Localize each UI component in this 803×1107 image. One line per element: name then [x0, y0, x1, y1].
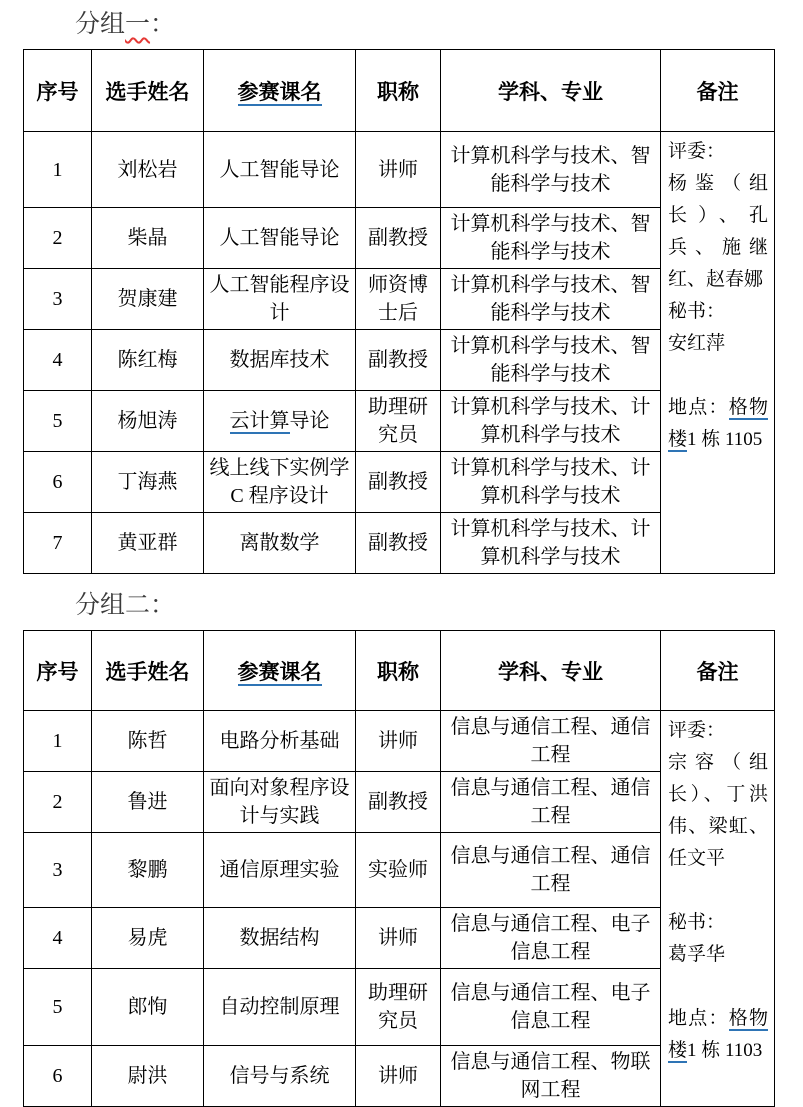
course-name-cell: 人工智能程序设计: [204, 269, 356, 330]
remark-text: 地点：: [668, 1008, 729, 1029]
remark-paragraph: [668, 136, 768, 168]
contestant-name-cell: 陈红梅: [92, 330, 204, 391]
document-page: [23, 10, 774, 1107]
remark-paragraph: [668, 328, 768, 360]
job-title-cell: 副教授: [356, 330, 441, 391]
remark-text: 秘书：: [668, 301, 726, 322]
group-table-2: [23, 630, 775, 1107]
subject-major-cell: 计算机科学与技术、智能科学与技术: [441, 330, 661, 391]
heading-marked-word: 一: [125, 11, 151, 38]
subject-major-cell: 信息与通信工程、通信工程: [441, 772, 661, 833]
contestant-name-cell: 贺康建: [92, 269, 204, 330]
course-name-cell: 线上线下实例学C 程序设计: [204, 452, 356, 513]
table-row: [24, 711, 775, 772]
subject-major-cell: 信息与通信工程、物联网工程: [441, 1046, 661, 1107]
job-title-cell: 助理研究员: [356, 969, 441, 1046]
subject-major-cell: 信息与通信工程、电子信息工程: [441, 969, 661, 1046]
heading-colon: ：: [150, 592, 176, 619]
row-number-cell: 7: [24, 513, 92, 574]
course-name-cell: 人工智能导论: [204, 132, 356, 208]
row-number-cell: 2: [24, 208, 92, 269]
contestant-name-cell: 丁海燕: [92, 452, 204, 513]
subject-major-cell: 计算机科学与技术、计算机科学与技术: [441, 391, 661, 452]
job-title-cell: 助理研究员: [356, 391, 441, 452]
contestant-name-cell: 杨旭涛: [92, 391, 204, 452]
remark-text: 1 栋 1103: [687, 1040, 763, 1061]
remark-paragraph: [668, 715, 768, 747]
header-course-name: [204, 631, 356, 711]
remark-text: 评委：: [668, 141, 726, 162]
course-name-cell: 信号与系统: [204, 1046, 356, 1107]
remark-paragraph: [668, 939, 768, 971]
job-title-cell: 讲师: [356, 908, 441, 969]
row-number-cell: 2: [24, 772, 92, 833]
contestant-name-cell: 郎恂: [92, 969, 204, 1046]
remark-paragraph: [668, 168, 768, 296]
remark-text: 葛孚华: [668, 944, 726, 965]
subject-major-cell: 计算机科学与技术、计算机科学与技术: [441, 452, 661, 513]
table-header-row: [24, 50, 775, 132]
subject-major-cell: 信息与通信工程、通信工程: [441, 711, 661, 772]
job-title-cell: 副教授: [356, 208, 441, 269]
subject-major-cell: 计算机科学与技术、智能科学与技术: [441, 132, 661, 208]
header-subject-major: 学科、专业: [441, 631, 661, 711]
remark-paragraph: [668, 1003, 768, 1067]
remark-paragraph: [668, 296, 768, 328]
row-number-cell: 4: [24, 330, 92, 391]
row-number-cell: 5: [24, 969, 92, 1046]
course-name-cell: 通信原理实验: [204, 833, 356, 908]
header-job-title: 职称: [356, 50, 441, 132]
remark-paragraph: [668, 747, 768, 875]
subject-major-cell: 计算机科学与技术、计算机科学与技术: [441, 513, 661, 574]
table-row: [24, 132, 775, 208]
group-heading-1: [75, 10, 774, 40]
remarks-cell: [661, 711, 775, 1107]
course-name-cell: 人工智能导论: [204, 208, 356, 269]
remark-text: 地点：: [668, 397, 729, 418]
course-name-cell: 数据结构: [204, 908, 356, 969]
contestant-name-cell: 黎鹏: [92, 833, 204, 908]
row-number-cell: 3: [24, 833, 92, 908]
course-name-cell: 离散数学: [204, 513, 356, 574]
job-title-cell: 实验师: [356, 833, 441, 908]
contestant-name-cell: 陈哲: [92, 711, 204, 772]
remark-paragraph: [668, 360, 768, 392]
remark-text: 1 栋 1105: [687, 429, 763, 450]
remark-paragraph: [668, 392, 768, 456]
subject-major-cell: 计算机科学与技术、智能科学与技术: [441, 208, 661, 269]
header-contestant-name: 选手姓名: [92, 50, 204, 132]
remark-paragraph: [668, 907, 768, 939]
group-table-1: [23, 49, 775, 574]
heading-prefix: 分组: [75, 592, 126, 619]
table-header-row: [24, 631, 775, 711]
job-title-cell: 师资博士后: [356, 269, 441, 330]
row-number-cell: 6: [24, 452, 92, 513]
heading-prefix: 分组: [75, 11, 126, 38]
subject-major-cell: 计算机科学与技术、智能科学与技术: [441, 269, 661, 330]
course-name-cell: 自动控制原理: [204, 969, 356, 1046]
row-number-cell: 6: [24, 1046, 92, 1107]
course-name-cell: 面向对象程序设计与实践: [204, 772, 356, 833]
contestant-name-cell: 柴晶: [92, 208, 204, 269]
header-course-underlined-text: 参赛课名: [237, 659, 322, 684]
header-job-title: 职称: [356, 631, 441, 711]
remark-text: 评委：: [668, 720, 726, 741]
job-title-cell: 讲师: [356, 711, 441, 772]
contestant-name-cell: 易虎: [92, 908, 204, 969]
header-course-name: [204, 50, 356, 132]
row-number-cell: 1: [24, 711, 92, 772]
course-name-cell: 电路分析基础: [204, 711, 356, 772]
row-number-cell: 1: [24, 132, 92, 208]
subject-major-cell: 信息与通信工程、电子信息工程: [441, 908, 661, 969]
course-name-cell: 数据库技术: [204, 330, 356, 391]
contestant-name-cell: 尉洪: [92, 1046, 204, 1107]
location-building-link: 格物楼: [668, 397, 768, 450]
header-subject-major: 学科、专业: [441, 50, 661, 132]
header-contestant-name: 选手姓名: [92, 631, 204, 711]
job-title-cell: 讲师: [356, 1046, 441, 1107]
remarks-cell: [661, 132, 775, 574]
remark-text: 杨鉴（组长）、孔兵、施继红、赵春娜: [668, 173, 768, 290]
heading-colon: ：: [150, 11, 176, 38]
heading-marked-word: 二: [125, 592, 151, 619]
contestant-name-cell: 刘松岩: [92, 132, 204, 208]
location-building-link: 格物楼: [668, 1008, 768, 1061]
header-no: 序号: [24, 50, 92, 132]
course-name-cell: 云计算导论: [204, 391, 356, 452]
header-no: 序号: [24, 631, 92, 711]
row-number-cell: 5: [24, 391, 92, 452]
remark-paragraph: [668, 875, 768, 907]
row-number-cell: 4: [24, 908, 92, 969]
contestant-name-cell: 黄亚群: [92, 513, 204, 574]
header-remarks: 备注: [661, 631, 775, 711]
remark-paragraph: [668, 971, 768, 1003]
job-title-cell: 讲师: [356, 132, 441, 208]
remark-text: 宗容（组长）、丁洪伟、梁虹、任文平: [668, 752, 768, 869]
subject-major-cell: 信息与通信工程、通信工程: [441, 833, 661, 908]
job-title-cell: 副教授: [356, 772, 441, 833]
group-heading-2: [75, 591, 774, 621]
job-title-cell: 副教授: [356, 513, 441, 574]
contestant-name-cell: 鲁进: [92, 772, 204, 833]
row-number-cell: 3: [24, 269, 92, 330]
header-course-underlined-text: 参赛课名: [237, 79, 322, 104]
remark-text: 秘书：: [668, 912, 726, 933]
remark-text: 安红萍: [668, 333, 726, 354]
job-title-cell: 副教授: [356, 452, 441, 513]
underlined-course-text: 云计算: [229, 410, 290, 432]
header-remarks: 备注: [661, 50, 775, 132]
